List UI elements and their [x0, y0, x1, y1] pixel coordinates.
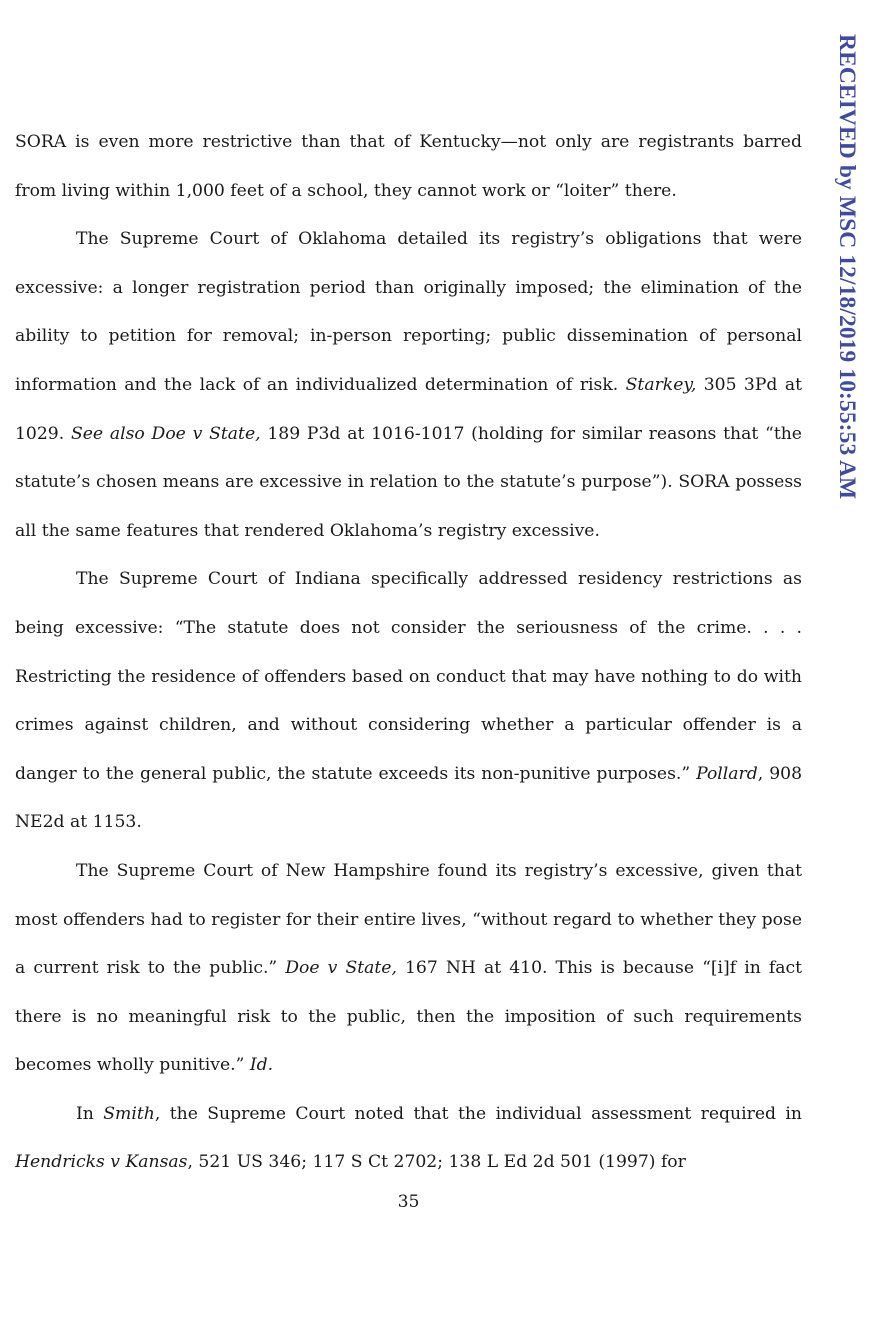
case-citation: Starkey,: [625, 374, 697, 395]
paragraph-indiana: [15, 555, 802, 847]
text-run: , 908 NE2d at 1153.: [15, 763, 803, 833]
paragraph-new-hampshire: [15, 847, 802, 1090]
case-citation: Hendricks v Kansas: [15, 1152, 188, 1173]
case-citation: Smith: [103, 1103, 155, 1124]
text-run: The Supreme Court of New Hampshire found its registry’s excessive, given that most offenders had to register for their entire lives, “without regard to whether they pose a current risk to the public.”: [15, 860, 802, 979]
text-run: The Supreme Court of Oklahoma detailed its registry’s obligations that were excessive: a longer registration period than originally imposed; the elimination of the ability to petition for removal; in-person reporting; public dissemination of personal information and the lack of an individualized determination of risk.: [15, 229, 802, 395]
paragraph-oklahoma: [15, 215, 802, 555]
text-run: The Supreme Court of Indiana specifically addressed residency restrictions as being excessive: “The statute does not consider the seriousness of the crime. . . . Restricting the residence of offenders based on conduct that may have nothing to do with crimes against children, and without considering whether a particular offender is a danger to the general public, the statute exceeds its non-punitive purposes.”: [15, 569, 802, 784]
text-run: 305 3Pd at 1029.: [15, 374, 802, 444]
document-body: [15, 118, 802, 1187]
text-run: SORA is even more restrictive than that of Kentucky—not only are registrants barred from living within 1,000 feet of a school, they cannot work or “loiter” there.: [15, 132, 802, 201]
text-run: , 521 US 346; 117 S Ct 2702; 138 L Ed 2d 501 (1997) for: [187, 1152, 686, 1173]
case-citation: Pollard: [696, 763, 758, 784]
page-number: 35: [397, 1192, 420, 1212]
text-run: , the Supreme Court noted that the individual assessment required in: [154, 1103, 802, 1124]
case-citation: Doe v State,: [285, 958, 397, 979]
text-run: 167 NH at 410. This is because “[i]f in fact there is no meaningful risk to the public, then the imposition of such requirements becomes wholly punitive.”: [15, 958, 802, 1076]
received-stamp: RECEIVED by MSC 12/18/2019 10:55:53 AM: [834, 34, 860, 500]
text-run: In: [76, 1103, 104, 1124]
text-run: 189 P3d at 1016-1017 (holding for similar reasons that “the statute’s chosen means are excessive in relation to the statute’s purpose”). SORA possess all the same features that rendered Oklahoma’s registry excessive.: [15, 423, 802, 541]
case-citation: See also Doe v State,: [70, 423, 261, 444]
case-citation: Id.: [249, 1055, 274, 1076]
paragraph-smith: [15, 1090, 802, 1187]
paragraph-continuation: [15, 118, 802, 215]
